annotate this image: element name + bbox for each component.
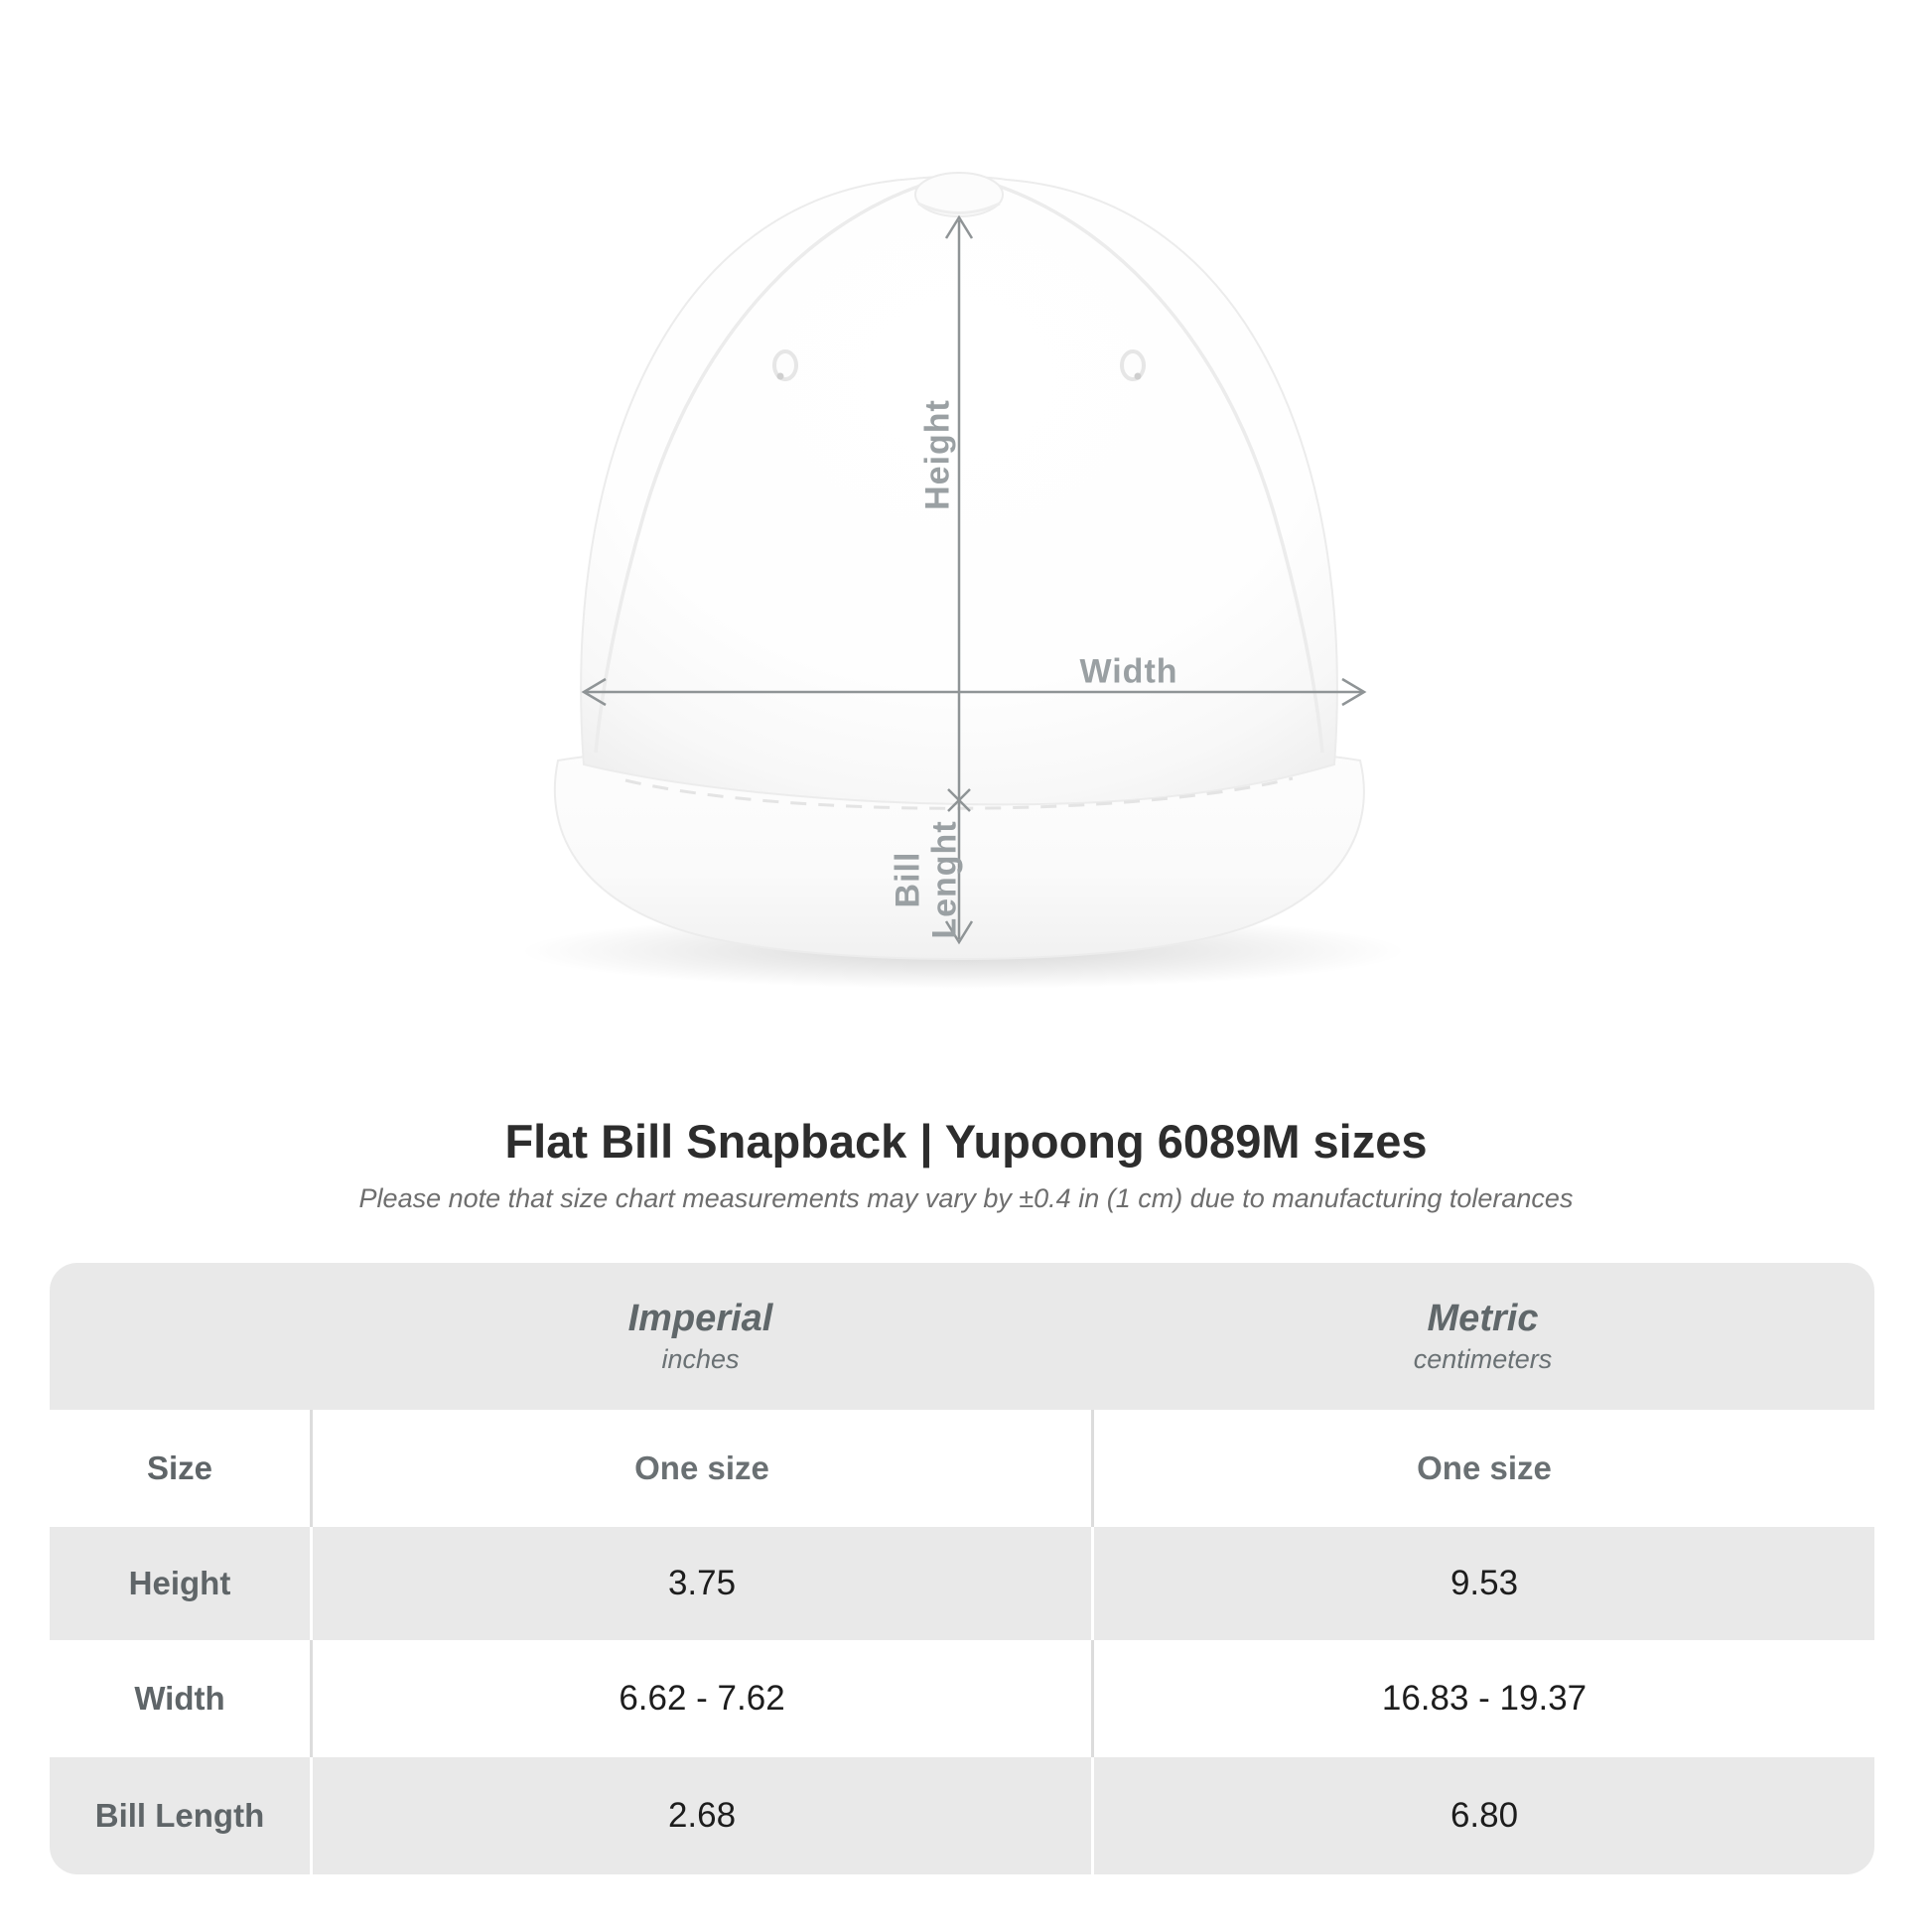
width-dimension-label: Width [1079, 652, 1178, 691]
table-row-bill-length [50, 1757, 1874, 1874]
size-table-header [50, 1263, 1874, 1410]
tolerance-note: Please note that size chart measurements may vary by ±0.4 in (1 cm) due to manufacturing tolerances [358, 1183, 1574, 1213]
row-width-imperial: 6.62 - 7.62 [310, 1640, 1091, 1757]
row-bill-length-label: Bill Length [94, 1797, 265, 1834]
imperial-label: Imperial [627, 1298, 773, 1339]
cap-button [915, 173, 1003, 216]
row-height-metric: 9.53 [1091, 1527, 1874, 1640]
imperial-sublabel: inches [661, 1344, 740, 1374]
header-metric [1091, 1298, 1874, 1375]
header-imperial [310, 1298, 1091, 1375]
row-width-metric: 16.83 - 19.37 [1091, 1640, 1874, 1757]
bill-length-label-line2: Lenght [925, 820, 963, 939]
cap-eyelet-right [1122, 351, 1144, 380]
row-width-label: Width [134, 1680, 225, 1717]
row-size-metric: One size [1091, 1410, 1874, 1527]
size-table [50, 1263, 1874, 1874]
metric-label: Metric [1427, 1298, 1539, 1339]
bill-length-label-line1: Bill [889, 851, 927, 908]
table-row-size [50, 1410, 1874, 1527]
row-bill-length-metric: 6.80 [1091, 1757, 1874, 1874]
row-height-imperial: 3.75 [310, 1527, 1091, 1640]
height-dimension-label: Height [918, 399, 957, 510]
table-row-width [50, 1640, 1874, 1757]
page-title: Flat Bill Snapback | Yupoong 6089M sizes [504, 1115, 1428, 1168]
cap-eyelet-left [774, 351, 796, 380]
table-row-height [50, 1527, 1874, 1640]
row-bill-length-imperial: 2.68 [310, 1757, 1091, 1874]
metric-sublabel: centimeters [1413, 1344, 1553, 1374]
bill-length-dimension-label [890, 820, 962, 938]
row-size-imperial: One size [310, 1410, 1091, 1527]
row-size-label: Size [146, 1449, 213, 1486]
row-height-label: Height [128, 1565, 231, 1601]
